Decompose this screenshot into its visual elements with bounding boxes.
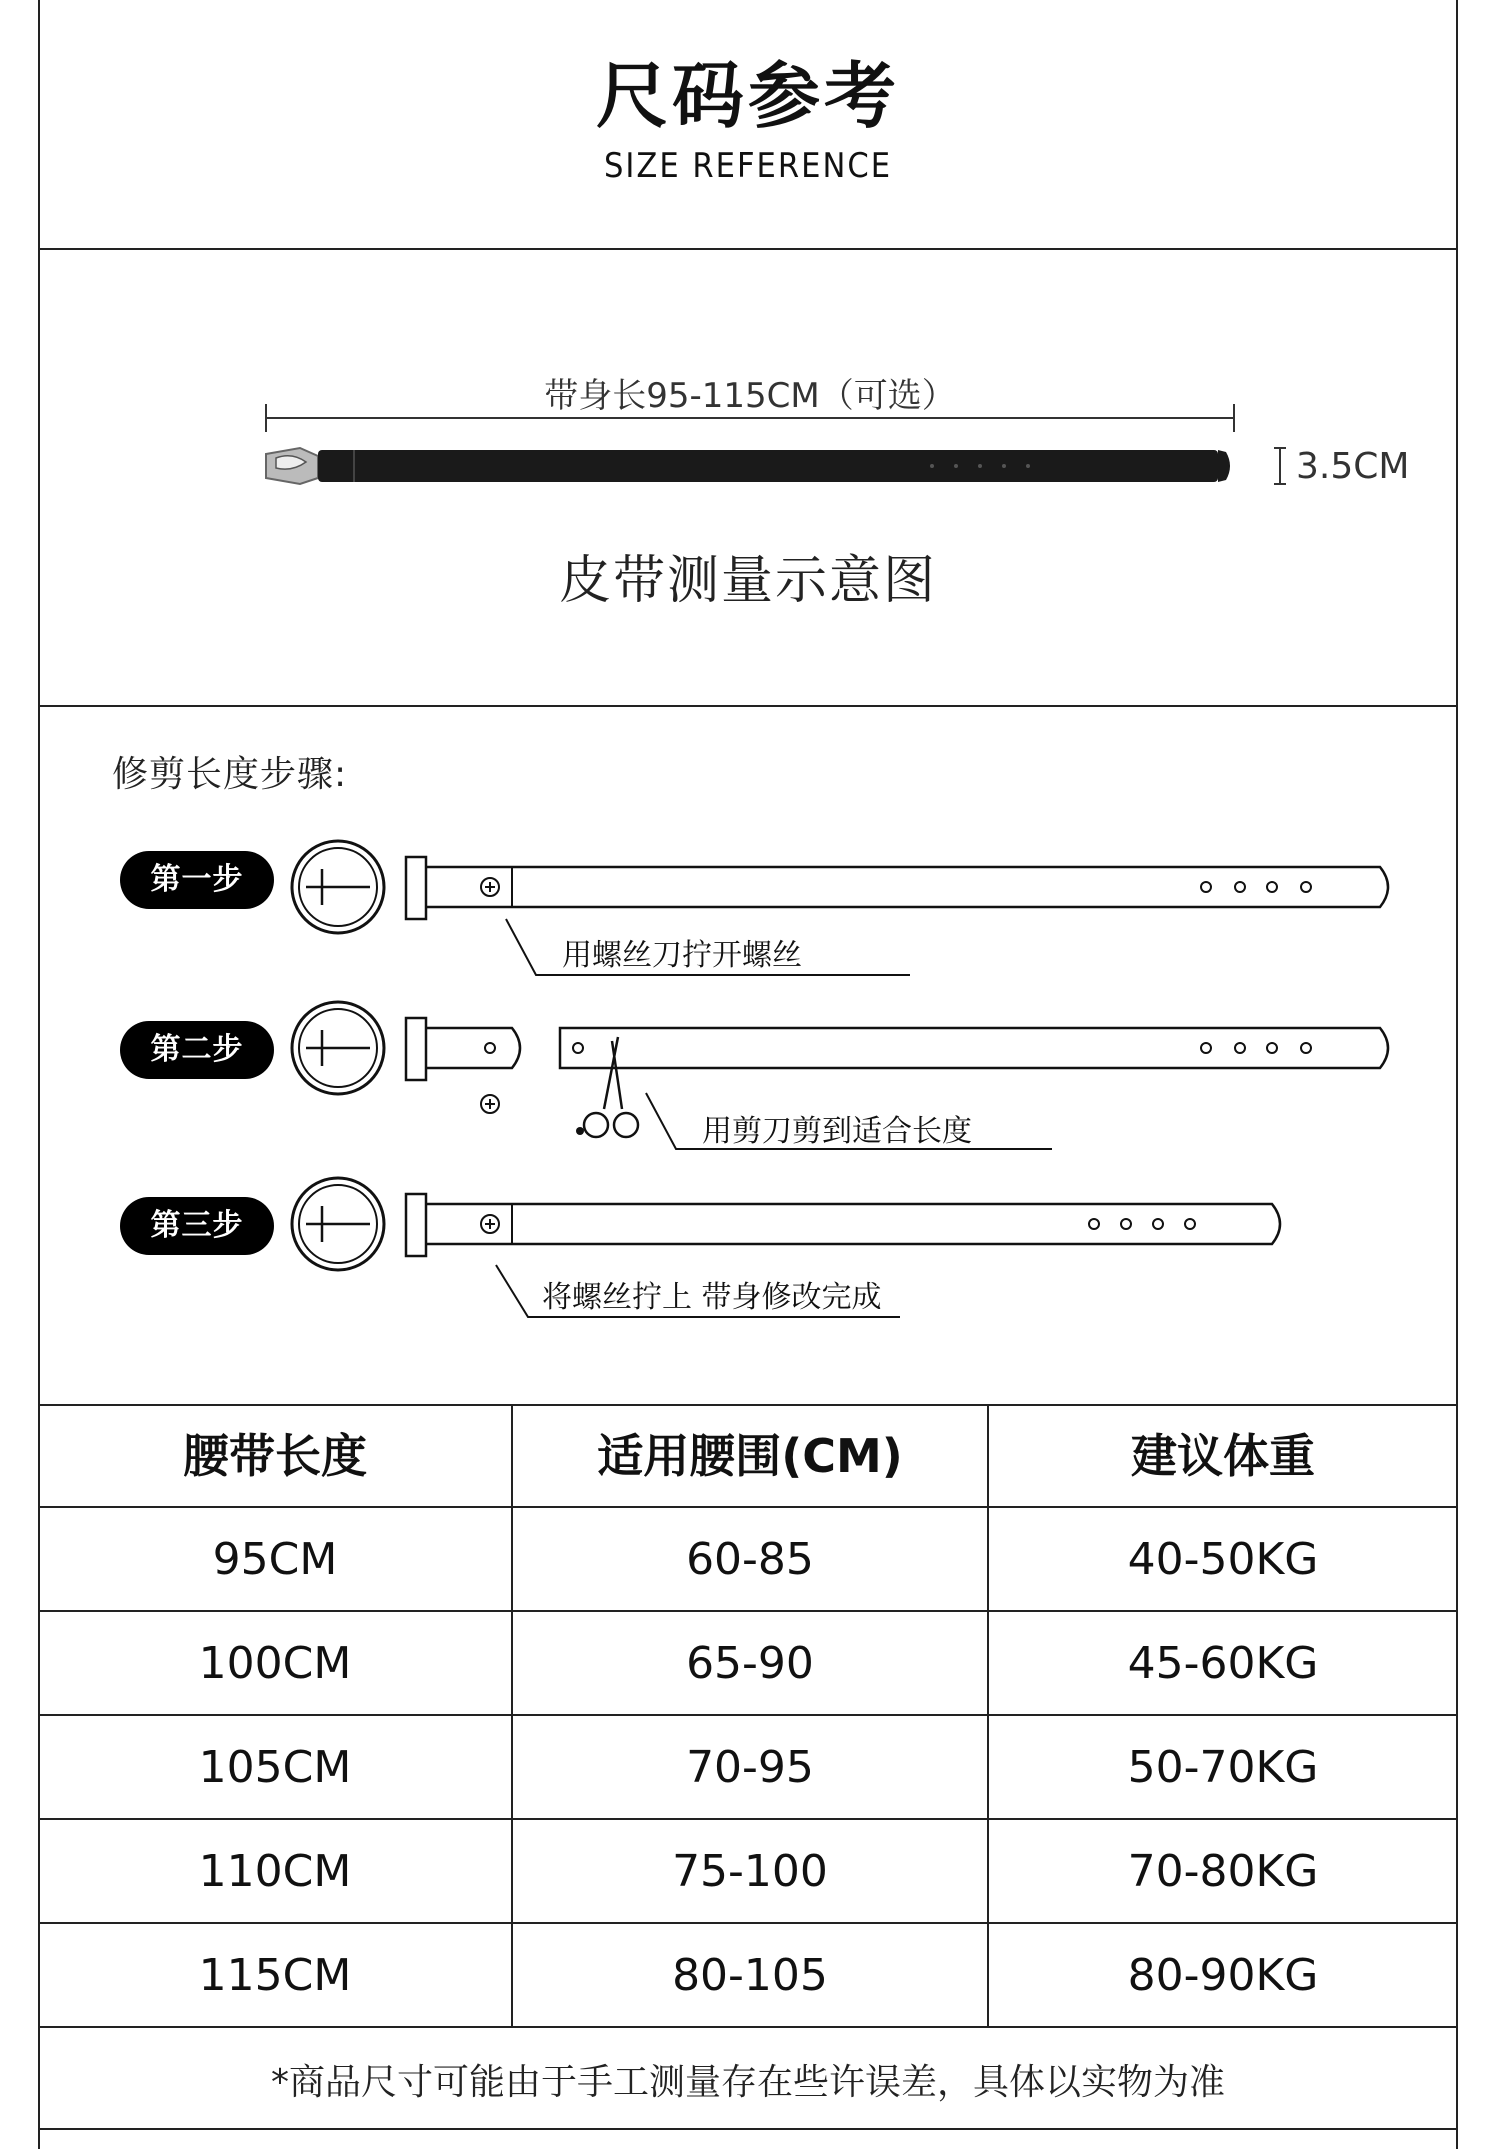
cell-waist: 80-105 bbox=[672, 1950, 828, 2001]
table-row bbox=[38, 1612, 1458, 1716]
step2-note: 用剪刀剪到适合长度 bbox=[702, 1114, 972, 1149]
header-waist: 适用腰围(CM) bbox=[597, 1429, 903, 1483]
page-subtitle: SIZE REFERENCE bbox=[603, 146, 893, 186]
step3-badge: 第三步 bbox=[120, 1197, 274, 1255]
cell-weight: 45-60KG bbox=[1127, 1638, 1319, 1689]
diagram-caption: 皮带测量示意图 bbox=[558, 551, 937, 611]
step1-note: 用螺丝刀拧开螺丝 bbox=[562, 938, 802, 973]
cell-belt-length: 110CM bbox=[198, 1846, 352, 1897]
table-row bbox=[38, 1924, 1458, 2028]
cell-weight: 40-50KG bbox=[1127, 1534, 1319, 1585]
width-dimension-line bbox=[1274, 448, 1286, 484]
step3-note: 将螺丝拧上 带身修改完成 bbox=[542, 1280, 882, 1315]
belt-length-label: 带身长95-115CM（可选） bbox=[544, 376, 956, 416]
header-weight: 建议体重 bbox=[1131, 1429, 1315, 1483]
cell-belt-length: 95CM bbox=[212, 1534, 338, 1585]
table-divider bbox=[38, 1818, 1458, 1820]
cell-belt-length: 105CM bbox=[198, 1742, 352, 1793]
cell-weight: 70-80KG bbox=[1127, 1846, 1319, 1897]
divider bbox=[38, 2128, 1458, 2130]
cell-waist: 70-95 bbox=[686, 1742, 814, 1793]
belt-width-label: 3.5CM bbox=[1296, 446, 1410, 487]
table-column-divider bbox=[511, 1404, 513, 2026]
table-divider bbox=[38, 1506, 1458, 1508]
cell-belt-length: 100CM bbox=[198, 1638, 352, 1689]
step2-badge: 第二步 bbox=[120, 1021, 274, 1079]
table-divider bbox=[38, 1922, 1458, 1924]
cell-waist: 75-100 bbox=[672, 1846, 828, 1897]
table-row bbox=[38, 1716, 1458, 1820]
cell-belt-length: 115CM bbox=[198, 1950, 352, 2001]
step1-belt-drawing bbox=[292, 841, 1388, 975]
length-dimension-line bbox=[266, 404, 1234, 432]
table-column-divider bbox=[987, 1404, 989, 2026]
cell-waist: 60-85 bbox=[686, 1534, 814, 1585]
step1-badge: 第一步 bbox=[120, 851, 274, 909]
header-belt-length: 腰带长度 bbox=[183, 1429, 367, 1483]
cell-weight: 50-70KG bbox=[1127, 1742, 1319, 1793]
scissors-icon bbox=[576, 1037, 638, 1137]
table-header-row bbox=[38, 1404, 1458, 1508]
page-title: 尺码参考 bbox=[595, 54, 900, 138]
belt-photo bbox=[266, 448, 1230, 484]
table-row bbox=[38, 1820, 1458, 1924]
table-row bbox=[38, 1508, 1458, 1612]
cell-weight: 80-90KG bbox=[1127, 1950, 1319, 2001]
table-divider bbox=[38, 1610, 1458, 1612]
footnote: *商品尺寸可能由于手工测量存在些许误差，具体以实物为准 bbox=[270, 2062, 1225, 2103]
table-divider bbox=[38, 1714, 1458, 1716]
cell-waist: 65-90 bbox=[686, 1638, 814, 1689]
trim-steps-title: 修剪长度步骤: bbox=[112, 754, 348, 795]
